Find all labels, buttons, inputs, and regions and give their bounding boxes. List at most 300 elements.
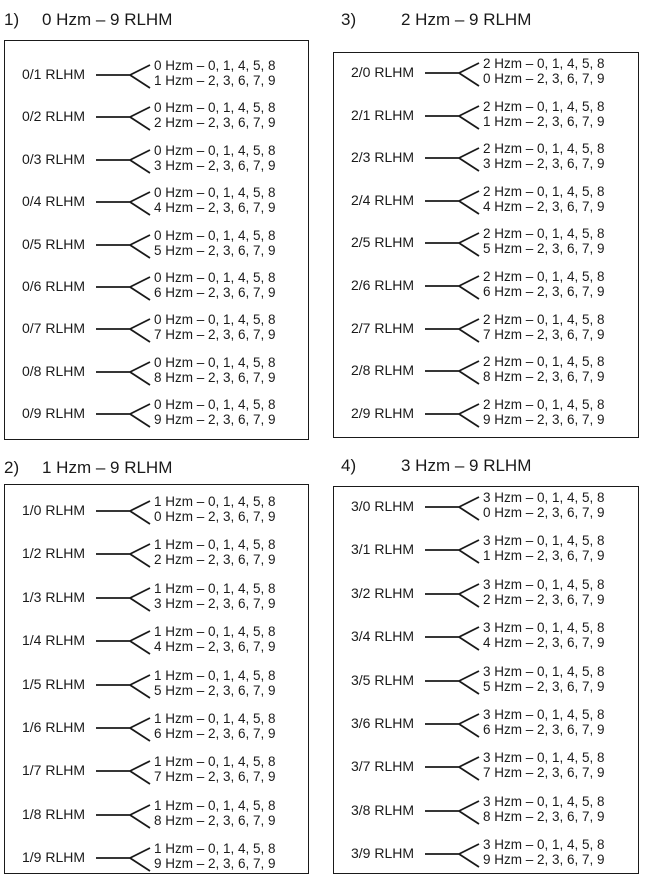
hzm-value: 3 Hzm – <box>483 707 534 722</box>
hzm-value: 2 Hzm – <box>154 115 205 130</box>
table-row <box>351 312 633 348</box>
section-number: 3) <box>341 10 357 29</box>
branch-line-bottom <box>483 327 605 342</box>
branch-line-bottom <box>483 156 605 171</box>
hzm-value: 7 Hzm – <box>483 327 534 342</box>
hzm-value: 2 Hzm – <box>483 99 534 114</box>
hzm-value: 5 Hzm – <box>483 241 534 256</box>
branch-line-top <box>154 143 276 158</box>
hzm-value: 5 Hzm – <box>154 683 205 698</box>
branch-line-top <box>154 841 276 856</box>
branch-line-top <box>154 312 276 327</box>
branch-fork-icon <box>425 226 481 262</box>
branch-line-bottom <box>154 813 276 828</box>
rlhm-label: 1/7 RLHM <box>22 762 86 778</box>
digit-list: 2, 3, 6, 7, 9 <box>208 552 276 567</box>
digit-list: 2, 3, 6, 7, 9 <box>208 327 276 342</box>
rlhm-label: 3/9 RLHM <box>351 845 415 861</box>
hzm-value: 0 Hzm – <box>154 355 205 370</box>
table-row <box>22 185 303 221</box>
hzm-value: 9 Hzm – <box>154 412 205 427</box>
branch-line-top <box>154 100 276 115</box>
digit-list: 2, 3, 6, 7, 9 <box>208 285 276 300</box>
table-row <box>22 58 303 94</box>
rlhm-label: 1/8 RLHM <box>22 806 86 822</box>
branch-fork-icon <box>96 798 152 834</box>
rlhm-label: 1/4 RLHM <box>22 632 86 648</box>
hzm-value: 2 Hzm – <box>483 354 534 369</box>
table-row <box>351 707 633 743</box>
branch-fork-icon <box>96 754 152 790</box>
table-row <box>22 581 303 617</box>
table-row <box>22 100 303 136</box>
hzm-value: 4 Hzm – <box>483 199 534 214</box>
digit-list: 2, 3, 6, 7, 9 <box>537 369 605 384</box>
branch-fork-icon <box>96 355 152 391</box>
rlhm-label: 2/8 RLHM <box>351 362 415 378</box>
rlhm-label: 1/9 RLHM <box>22 849 86 865</box>
digit-list: 0, 1, 4, 5, 8 <box>208 355 276 370</box>
branch-fork-icon <box>425 99 481 135</box>
branch-line-top <box>483 184 605 199</box>
rlhm-label: 2/0 RLHM <box>351 64 415 80</box>
branch-line-top <box>483 56 605 71</box>
digit-list: 2, 3, 6, 7, 9 <box>208 370 276 385</box>
branch-line-top <box>483 312 605 327</box>
rlhm-label: 2/5 RLHM <box>351 234 415 250</box>
section-number: 1) <box>4 10 20 29</box>
hzm-value: 2 Hzm – <box>483 269 534 284</box>
digit-list: 0, 1, 4, 5, 8 <box>537 184 605 199</box>
digit-list: 2, 3, 6, 7, 9 <box>537 809 605 824</box>
digit-list: 0, 1, 4, 5, 8 <box>208 537 276 552</box>
table-row <box>351 99 633 135</box>
digit-list: 0, 1, 4, 5, 8 <box>537 837 605 852</box>
digit-list: 2, 3, 6, 7, 9 <box>537 199 605 214</box>
hzm-value: 0 Hzm – <box>154 397 205 412</box>
branch-fork-icon <box>425 354 481 390</box>
digit-list: 2, 3, 6, 7, 9 <box>537 327 605 342</box>
hzm-value: 2 Hzm – <box>483 184 534 199</box>
digit-list: 2, 3, 6, 7, 9 <box>208 412 276 427</box>
branch-line-bottom <box>483 241 605 256</box>
branch-line-top <box>483 141 605 156</box>
branch-line-bottom <box>154 285 276 300</box>
digit-list: 0, 1, 4, 5, 8 <box>537 620 605 635</box>
digit-list: 0, 1, 4, 5, 8 <box>208 397 276 412</box>
hzm-value: 1 Hzm – <box>154 581 205 596</box>
table-row <box>22 668 303 704</box>
digit-list: 0, 1, 4, 5, 8 <box>208 624 276 639</box>
branch-line-top <box>154 581 276 596</box>
digit-list: 2, 3, 6, 7, 9 <box>537 548 605 563</box>
hzm-value: 3 Hzm – <box>483 794 534 809</box>
branch-line-bottom <box>483 369 605 384</box>
digit-list: 0, 1, 4, 5, 8 <box>208 228 276 243</box>
hzm-value: 1 Hzm – <box>154 537 205 552</box>
digit-list: 0, 1, 4, 5, 8 <box>537 226 605 241</box>
branch-fork-icon <box>425 837 481 873</box>
digit-list: 2, 3, 6, 7, 9 <box>208 243 276 258</box>
table-row <box>351 269 633 305</box>
branch-line-top <box>154 537 276 552</box>
branch-line-bottom <box>154 200 276 215</box>
hzm-value: 0 Hzm – <box>483 71 534 86</box>
branch-fork-icon <box>96 711 152 747</box>
hzm-value: 2 Hzm – <box>483 592 534 607</box>
rlhm-label: 3/1 RLHM <box>351 541 415 557</box>
digit-list: 0, 1, 4, 5, 8 <box>537 397 605 412</box>
hzm-value: 3 Hzm – <box>154 158 205 173</box>
hzm-value: 0 Hzm – <box>154 143 205 158</box>
branch-line-top <box>154 228 276 243</box>
branch-line-bottom <box>483 71 605 86</box>
branch-line-top <box>154 397 276 412</box>
branch-fork-icon <box>96 312 152 348</box>
hzm-value: 2 Hzm – <box>483 56 534 71</box>
hzm-value: 6 Hzm – <box>154 726 205 741</box>
hzm-value: 0 Hzm – <box>154 185 205 200</box>
branch-fork-icon <box>425 664 481 700</box>
digit-list: 2, 3, 6, 7, 9 <box>537 412 605 427</box>
branch-fork-icon <box>96 581 152 617</box>
digit-list: 0, 1, 4, 5, 8 <box>537 354 605 369</box>
hzm-value: 9 Hzm – <box>483 412 534 427</box>
rlhm-label: 2/6 RLHM <box>351 277 415 293</box>
rlhm-label: 3/5 RLHM <box>351 672 415 688</box>
digit-list: 2, 3, 6, 7, 9 <box>208 596 276 611</box>
hzm-value: 2 Hzm – <box>483 312 534 327</box>
hzm-value: 3 Hzm – <box>483 533 534 548</box>
rlhm-label: 1/6 RLHM <box>22 719 86 735</box>
digit-list: 2, 3, 6, 7, 9 <box>208 115 276 130</box>
table-row <box>351 620 633 656</box>
branch-line-top <box>154 668 276 683</box>
hzm-value: 2 Hzm – <box>154 552 205 567</box>
rlhm-label: 0/3 RLHM <box>22 151 86 167</box>
table-row <box>22 494 303 530</box>
hzm-value: 1 Hzm – <box>154 494 205 509</box>
digit-list: 0, 1, 4, 5, 8 <box>537 312 605 327</box>
branch-line-top <box>483 533 605 548</box>
table-row <box>22 798 303 834</box>
branch-fork-icon <box>96 668 152 704</box>
digit-list: 0, 1, 4, 5, 8 <box>537 750 605 765</box>
digit-list: 0, 1, 4, 5, 8 <box>537 794 605 809</box>
branch-fork-icon <box>96 624 152 660</box>
section-heading: 3 Hzm – 9 RLHM <box>401 456 532 475</box>
branch-line-bottom <box>483 548 605 563</box>
hzm-value: 8 Hzm – <box>154 370 205 385</box>
digit-list: 0, 1, 4, 5, 8 <box>537 490 605 505</box>
digit-list: 0, 1, 4, 5, 8 <box>208 581 276 596</box>
digit-list: 2, 3, 6, 7, 9 <box>537 635 605 650</box>
hzm-value: 2 Hzm – <box>483 226 534 241</box>
branch-line-top <box>483 269 605 284</box>
hzm-value: 1 Hzm – <box>154 668 205 683</box>
hzm-value: 0 Hzm – <box>154 312 205 327</box>
table-row <box>351 184 633 220</box>
table-row <box>22 355 303 391</box>
digit-list: 0, 1, 4, 5, 8 <box>208 185 276 200</box>
branch-fork-icon <box>96 228 152 264</box>
rlhm-label: 3/0 RLHM <box>351 498 415 514</box>
table-row <box>351 226 633 262</box>
rlhm-label: 2/1 RLHM <box>351 107 415 123</box>
branch-fork-icon <box>425 397 481 433</box>
branch-line-top <box>483 99 605 114</box>
branch-fork-icon <box>425 794 481 830</box>
branch-line-bottom <box>483 809 605 824</box>
rlhm-label: 0/6 RLHM <box>22 278 86 294</box>
branch-line-bottom <box>483 505 605 520</box>
branch-fork-icon <box>425 312 481 348</box>
digit-list: 2, 3, 6, 7, 9 <box>208 158 276 173</box>
digit-list: 0, 1, 4, 5, 8 <box>537 707 605 722</box>
table-row <box>351 664 633 700</box>
branch-line-bottom <box>483 284 605 299</box>
hzm-value: 7 Hzm – <box>483 765 534 780</box>
section-title <box>4 10 172 30</box>
digit-list: 0, 1, 4, 5, 8 <box>537 577 605 592</box>
table-row <box>22 537 303 573</box>
rlhm-label: 0/5 RLHM <box>22 236 86 252</box>
hzm-value: 8 Hzm – <box>154 813 205 828</box>
section-heading: 0 Hzm – 9 RLHM <box>42 10 173 29</box>
branch-line-bottom <box>154 158 276 173</box>
rlhm-label: 3/8 RLHM <box>351 802 415 818</box>
branch-line-top <box>483 354 605 369</box>
hzm-value: 3 Hzm – <box>483 620 534 635</box>
digit-list: 2, 3, 6, 7, 9 <box>537 71 605 86</box>
section-heading: 2 Hzm – 9 RLHM <box>401 10 532 29</box>
table-row <box>22 270 303 306</box>
digit-list: 0, 1, 4, 5, 8 <box>208 798 276 813</box>
rlhm-label: 2/7 RLHM <box>351 320 415 336</box>
branch-line-top <box>154 270 276 285</box>
rlhm-label: 0/4 RLHM <box>22 193 86 209</box>
table-row <box>351 577 633 613</box>
rlhm-label: 0/2 RLHM <box>22 108 86 124</box>
hzm-value: 1 Hzm – <box>483 548 534 563</box>
table-row <box>351 794 633 830</box>
branch-fork-icon <box>96 143 152 179</box>
digit-list: 2, 3, 6, 7, 9 <box>537 592 605 607</box>
table-row <box>351 837 633 873</box>
branch-line-bottom <box>483 635 605 650</box>
hzm-value: 0 Hzm – <box>154 228 205 243</box>
rlhm-label: 1/2 RLHM <box>22 545 86 561</box>
branch-line-bottom <box>154 552 276 567</box>
branch-line-bottom <box>154 243 276 258</box>
hzm-value: 3 Hzm – <box>483 156 534 171</box>
branch-line-bottom <box>154 327 276 342</box>
branch-fork-icon <box>425 184 481 220</box>
digit-list: 2, 3, 6, 7, 9 <box>208 813 276 828</box>
digit-list: 2, 3, 6, 7, 9 <box>537 156 605 171</box>
branch-line-top <box>483 397 605 412</box>
hzm-value: 4 Hzm – <box>154 200 205 215</box>
digit-list: 2, 3, 6, 7, 9 <box>537 679 605 694</box>
branch-line-top <box>483 577 605 592</box>
table-row <box>351 533 633 569</box>
digit-list: 2, 3, 6, 7, 9 <box>537 241 605 256</box>
branch-line-bottom <box>154 726 276 741</box>
branch-fork-icon <box>425 750 481 786</box>
hzm-value: 3 Hzm – <box>154 596 205 611</box>
hzm-value: 1 Hzm – <box>154 754 205 769</box>
hzm-value: 9 Hzm – <box>154 856 205 871</box>
digit-list: 2, 3, 6, 7, 9 <box>537 765 605 780</box>
branch-line-bottom <box>154 639 276 654</box>
digit-list: 0, 1, 4, 5, 8 <box>537 664 605 679</box>
hzm-value: 4 Hzm – <box>483 635 534 650</box>
table-row <box>22 397 303 433</box>
branch-line-top <box>483 490 605 505</box>
branch-line-bottom <box>483 679 605 694</box>
branch-line-top <box>154 711 276 726</box>
hzm-value: 1 Hzm – <box>154 798 205 813</box>
hzm-value: 6 Hzm – <box>483 722 534 737</box>
section-number: 2) <box>4 458 20 477</box>
digit-list: 0, 1, 4, 5, 8 <box>208 143 276 158</box>
rlhm-label: 1/5 RLHM <box>22 676 86 692</box>
branch-line-top <box>483 664 605 679</box>
hzm-value: 3 Hzm – <box>483 837 534 852</box>
hzm-value: 1 Hzm – <box>483 114 534 129</box>
hzm-value: 7 Hzm – <box>154 327 205 342</box>
hzm-value: 2 Hzm – <box>483 397 534 412</box>
digit-list: 0, 1, 4, 5, 8 <box>537 141 605 156</box>
table-row <box>22 754 303 790</box>
digit-list: 0, 1, 4, 5, 8 <box>208 754 276 769</box>
rlhm-label: 2/9 RLHM <box>351 405 415 421</box>
branch-line-bottom <box>154 115 276 130</box>
branch-line-bottom <box>483 722 605 737</box>
rlhm-label: 2/4 RLHM <box>351 192 415 208</box>
table-row <box>351 56 633 92</box>
branch-line-top <box>483 837 605 852</box>
digit-list: 0, 1, 4, 5, 8 <box>208 270 276 285</box>
branch-fork-icon <box>96 100 152 136</box>
hzm-value: 1 Hzm – <box>154 624 205 639</box>
branch-fork-icon <box>425 577 481 613</box>
branch-line-bottom <box>154 683 276 698</box>
hzm-value: 3 Hzm – <box>483 664 534 679</box>
digit-list: 2, 3, 6, 7, 9 <box>537 505 605 520</box>
rlhm-label: 2/3 RLHM <box>351 149 415 165</box>
digit-list: 0, 1, 4, 5, 8 <box>208 58 276 73</box>
table-row <box>351 397 633 433</box>
branch-fork-icon <box>425 269 481 305</box>
hzm-value: 3 Hzm – <box>483 577 534 592</box>
digit-list: 2, 3, 6, 7, 9 <box>208 856 276 871</box>
hzm-value: 9 Hzm – <box>483 852 534 867</box>
branch-line-bottom <box>483 765 605 780</box>
hzm-value: 1 Hzm – <box>154 841 205 856</box>
table-row <box>22 312 303 348</box>
rlhm-label: 0/7 RLHM <box>22 320 86 336</box>
branch-line-bottom <box>483 852 605 867</box>
branch-line-bottom <box>154 412 276 427</box>
table-row <box>22 143 303 179</box>
hzm-value: 0 Hzm – <box>154 100 205 115</box>
branch-line-bottom <box>483 592 605 607</box>
digit-list: 0, 1, 4, 5, 8 <box>208 711 276 726</box>
branch-fork-icon <box>425 141 481 177</box>
branch-fork-icon <box>96 841 152 877</box>
section-heading: 1 Hzm – 9 RLHM <box>42 458 173 477</box>
hzm-value: 4 Hzm – <box>154 639 205 654</box>
branch-fork-icon <box>425 533 481 569</box>
hzm-value: 1 Hzm – <box>154 711 205 726</box>
branch-fork-icon <box>425 490 481 526</box>
digit-list: 0, 1, 4, 5, 8 <box>537 269 605 284</box>
branch-fork-icon <box>96 494 152 530</box>
table-row <box>22 841 303 877</box>
rlhm-label: 0/8 RLHM <box>22 363 86 379</box>
hzm-value: 3 Hzm – <box>483 750 534 765</box>
branch-line-bottom <box>154 769 276 784</box>
digit-list: 0, 1, 4, 5, 8 <box>208 100 276 115</box>
table-row <box>351 354 633 390</box>
branch-fork-icon <box>425 56 481 92</box>
digit-list: 2, 3, 6, 7, 9 <box>208 73 276 88</box>
digit-list: 0, 1, 4, 5, 8 <box>537 533 605 548</box>
branch-fork-icon <box>96 270 152 306</box>
digit-list: 2, 3, 6, 7, 9 <box>537 114 605 129</box>
digit-list: 2, 3, 6, 7, 9 <box>208 639 276 654</box>
rlhm-label: 3/6 RLHM <box>351 715 415 731</box>
table-row <box>351 750 633 786</box>
digit-list: 0, 1, 4, 5, 8 <box>208 841 276 856</box>
table-row <box>22 624 303 660</box>
rlhm-label: 3/4 RLHM <box>351 628 415 644</box>
branch-line-bottom <box>483 412 605 427</box>
digit-list: 2, 3, 6, 7, 9 <box>208 726 276 741</box>
branch-fork-icon <box>96 58 152 94</box>
hzm-value: 8 Hzm – <box>483 369 534 384</box>
branch-fork-icon <box>425 620 481 656</box>
branch-line-top <box>154 494 276 509</box>
branch-line-top <box>483 750 605 765</box>
hzm-value: 2 Hzm – <box>483 141 534 156</box>
digit-list: 2, 3, 6, 7, 9 <box>208 769 276 784</box>
rlhm-label: 1/0 RLHM <box>22 502 86 518</box>
branch-fork-icon <box>425 707 481 743</box>
hzm-value: 0 Hzm – <box>483 505 534 520</box>
hzm-value: 8 Hzm – <box>483 809 534 824</box>
hzm-value: 5 Hzm – <box>483 679 534 694</box>
hzm-value: 1 Hzm – <box>154 73 205 88</box>
branch-line-bottom <box>154 856 276 871</box>
branch-line-top <box>483 707 605 722</box>
hzm-value: 6 Hzm – <box>154 285 205 300</box>
rlhm-label: 0/9 RLHM <box>22 405 86 421</box>
digit-list: 0, 1, 4, 5, 8 <box>208 668 276 683</box>
table-row <box>22 228 303 264</box>
branch-line-top <box>483 794 605 809</box>
branch-fork-icon <box>96 537 152 573</box>
branch-line-top <box>154 624 276 639</box>
branch-line-top <box>154 185 276 200</box>
branch-line-bottom <box>154 596 276 611</box>
table-row <box>351 490 633 526</box>
section-title <box>341 10 531 30</box>
hzm-value: 0 Hzm – <box>154 58 205 73</box>
rlhm-label: 0/1 RLHM <box>22 66 86 82</box>
table-row <box>22 711 303 747</box>
